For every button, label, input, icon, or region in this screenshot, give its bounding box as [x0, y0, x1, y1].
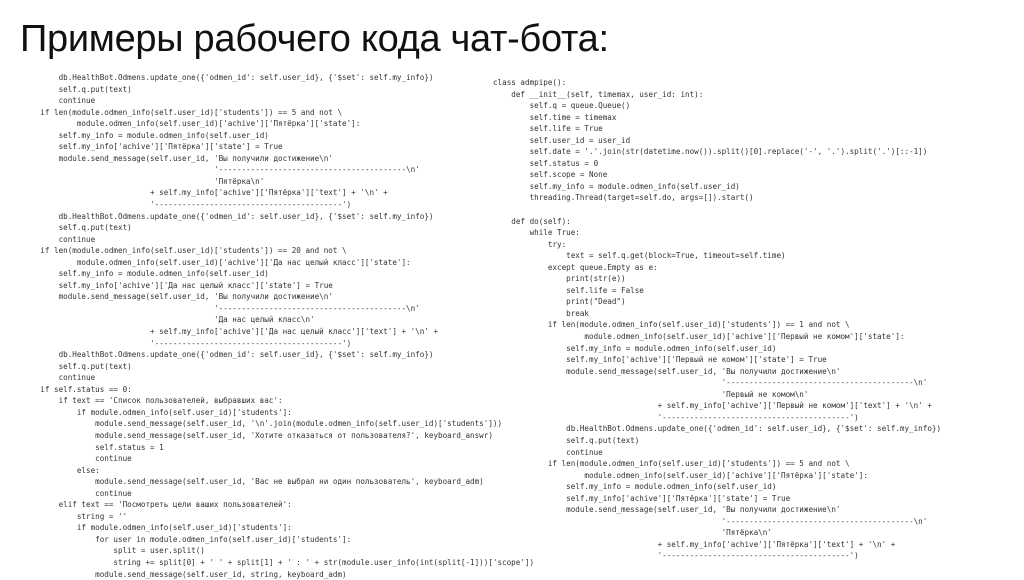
code-line: db.HealthBot.Odmens.update_one({'odmen_id': self.user_id}, {'$set': self.my_info}) [493, 424, 942, 434]
code-line: self.my_info['achive']['Пятёрка']['state'] = True [493, 493, 791, 503]
code-line: self.time = timemax [493, 112, 617, 122]
code-line: '-----------------------------------------\n' [22, 303, 420, 313]
code-line: continue [22, 488, 132, 498]
code-line: self.q = queue.Queue() [493, 101, 631, 111]
code-line: self.my_info['achive']['Да нас целый класс']['state'] = True [22, 280, 333, 290]
code-line: + self.my_info['achive']['Да нас целый класс']['text'] + '\n' + [22, 327, 439, 337]
code-line: module.send_message(self.user_id, string, keyboard_adm) [22, 569, 347, 579]
code-line: '-----------------------------------------') [493, 551, 859, 561]
code-line: '-----------------------------------------\n' [493, 516, 928, 526]
code-line: self.status = 0 [493, 158, 599, 168]
code-line: if len(module.odmen_info(self.user_id)['students']) == 1 and not \ [493, 320, 850, 330]
code-line: if module.odmen_info(self.user_id)['students']: [22, 407, 292, 417]
code-line: module.send_message(self.user_id, 'Хотите отказаться от пользователя?', keyboard_answr) [22, 430, 493, 440]
code-line: if text == 'Список пользователей, выбравших вас': [22, 396, 283, 406]
code-line: self.q.put(text) [22, 361, 132, 371]
code-line: 'Пятёрка\n' [22, 176, 265, 186]
code-line: print("Dead") [493, 297, 626, 307]
code-line: text = self.q.get(block=True, timeout=self.time) [493, 251, 786, 261]
code-line: 'Первый не комом\n' [493, 389, 809, 399]
code-line: try: [493, 239, 567, 249]
code-line: self.life = False [493, 285, 644, 295]
code-line: self.my_info = module.odmen_info(self.user_id) [493, 482, 777, 492]
code-line: continue [22, 234, 96, 244]
code-line: '-----------------------------------------') [22, 200, 352, 210]
code-line: string = '' [22, 511, 128, 521]
code-line: if module.odmen_info(self.user_id)['students']: [22, 523, 292, 533]
code-line: elif text == 'Посмотреть цели ваших пользователей': [22, 500, 292, 510]
code-line: module.send_message(self.user_id, 'Вас не выбрал ни один пользователь', keyboard_adm) [22, 477, 484, 487]
code-line: module.send_message(self.user_id, 'Вы получили достижение\n' [493, 366, 841, 376]
code-line: '-----------------------------------------') [493, 412, 859, 422]
code-line: self.status = 1 [22, 442, 164, 452]
code-line: if len(module.odmen_info(self.user_id)['students']) == 5 and not \ [22, 107, 343, 117]
code-line: 'Да нас целый класс\n' [22, 315, 315, 325]
slide-title: Примеры рабочего кода чат-бота: [20, 18, 609, 60]
code-line: while True: [493, 228, 580, 238]
code-line: db.HealthBot.Odmens.update_one({'odmen_id': self.user_id}, {'$set': self.my_info}) [22, 73, 434, 82]
code-line: continue [22, 96, 96, 106]
code-line: self.my_info['achive']['Пятёрка']['state'] = True [22, 142, 283, 152]
code-line: self.my_info = module.odmen_info(self.user_id) [493, 181, 740, 191]
code-line: if len(module.odmen_info(self.user_id)['students']) == 5 and not \ [493, 459, 850, 469]
code-line: if len(module.odmen_info(self.user_id)['students']) == 20 and not \ [22, 246, 347, 256]
code-line: + self.my_info['achive']['Пятёрка']['text'] + '\n' + [493, 539, 896, 549]
code-line: self.user_id = user_id [493, 135, 631, 145]
code-line: def __init__(self, timemax, user_id: int): [493, 89, 704, 99]
code-line: print(str(e)) [493, 274, 626, 284]
code-line: except queue.Empty as e: [493, 262, 658, 272]
code-line: continue [22, 454, 132, 464]
code-line: else: [22, 465, 100, 475]
code-line: db.HealthBot.Odmens.update_one({'odmen_id': self.user_id}, {'$set': self.my_info}) [22, 211, 434, 221]
code-line: self.date = '.'.join(str(datetime.now()).split()[0].replace('-', '.').split('.')[::-1]) [493, 147, 928, 157]
code-line: module.odmen_info(self.user_id)['achive']['Первый не комом']['state']: [493, 332, 905, 342]
code-line: def do(self): [493, 216, 571, 226]
code-line: split = user.split() [22, 546, 205, 556]
code-line: '-----------------------------------------\n' [22, 165, 420, 175]
code-line: self.life = True [493, 124, 603, 134]
code-line: 'Пятёрка\n' [493, 528, 772, 538]
code-line: module.send_message(self.user_id, 'Вы получили достижение\n' [22, 292, 333, 302]
code-line: module.odmen_info(self.user_id)['achive']['Пятёрка']['state']: [22, 119, 361, 129]
code-line: '-----------------------------------------\n' [493, 378, 928, 388]
code-line: threading.Thread(target=self.do, args=[]).start() [493, 193, 754, 203]
code-line: break [493, 308, 590, 318]
code-line: self.q.put(text) [22, 84, 132, 94]
code-line: self.scope = None [493, 170, 608, 180]
code-line: self.q.put(text) [493, 435, 640, 445]
code-line: + self.my_info['achive']['Пятёрка']['text'] + '\n' + [22, 188, 388, 198]
code-line: self.my_info = module.odmen_info(self.user_id) [22, 269, 269, 279]
code-line: class admpipe(): [493, 78, 567, 87]
code-listing-right [493, 77, 1013, 574]
code-line: module.odmen_info(self.user_id)['achive']['Да нас целый класс']['state']: [22, 257, 411, 267]
code-line: for user in module.odmen_info(self.user_id)['students']: [22, 534, 352, 544]
code-line: continue [493, 447, 603, 457]
code-line: self.my_info = module.odmen_info(self.user_id) [493, 343, 777, 353]
code-line: module.send_message(self.user_id, '\n'.join(module.odmen_info(self.user_id)['students'])) [22, 419, 503, 429]
code-line: module.odmen_info(self.user_id)['achive']['Пятёрка']['state']: [493, 470, 868, 480]
code-line: module.send_message(self.user_id, 'Вы получили достижение\n' [493, 505, 841, 515]
code-line: db.HealthBot.Odmens.update_one({'odmen_id': self.user_id}, {'$set': self.my_info}) [22, 350, 434, 360]
code-line: if self.status == 0: [22, 384, 132, 394]
code-line: self.my_info['achive']['Первый не комом']['state'] = True [493, 355, 827, 365]
code-line: string += split[0] + ' ' + split[1] + ' : ' + str(module.user_info(int(split[-1]))['scope']) [22, 557, 535, 567]
code-line: + self.my_info['achive']['Первый не комом']['text'] + '\n' + [493, 401, 932, 411]
code-line: self.my_info = module.odmen_info(self.user_id) [22, 130, 269, 140]
code-line: self.q.put(text) [22, 223, 132, 233]
code-line: module.send_message(self.user_id, 'Вы получили достижение\n' [22, 153, 333, 163]
code-line: '-----------------------------------------') [22, 338, 352, 348]
code-line: continue [22, 373, 96, 383]
code-line [493, 204, 1013, 216]
